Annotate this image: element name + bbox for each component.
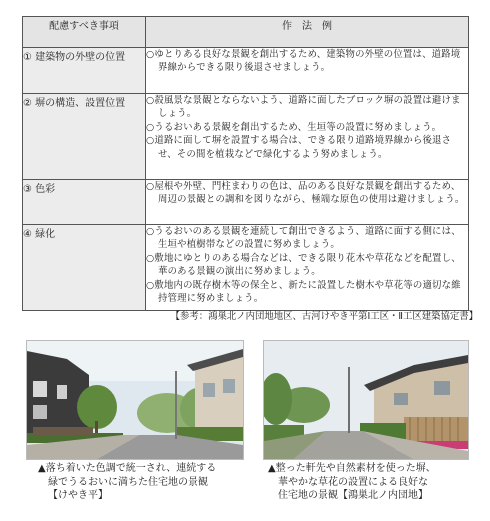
list-item: ○殺風景な景観とならないよう、道路に面したブロック塀の設置は避けましょう。 bbox=[146, 95, 461, 120]
table-row bbox=[23, 94, 469, 180]
table-row bbox=[23, 225, 469, 311]
column-header-example: 作 法 例 bbox=[146, 17, 469, 48]
list-item: ○うるおいある景観を創出するため、生垣等の設置に努めましょう。 bbox=[146, 121, 442, 133]
caption-line: 住宅地の景観【鴻巣北ノ内団地】 bbox=[278, 490, 428, 501]
row-label: ② 塀の構造、設置位置 bbox=[23, 94, 146, 180]
list-item: ○道路に面して塀を設置する場合は、できる限り道路境界線から後退させ、その間を植栽などで緑化するよう努めましょう。 bbox=[146, 135, 452, 160]
reference-note: 【参考：鴻巣北ノ内団地地区、古河けやき平第Ⅰ工区・Ⅱ工区建築協定書】 bbox=[170, 311, 478, 322]
street-scene-image bbox=[27, 341, 243, 459]
guideline-table bbox=[22, 16, 469, 311]
row-label: ③ 色彩 bbox=[23, 180, 146, 225]
row-items bbox=[146, 94, 469, 180]
photo-caption-konosu bbox=[268, 462, 472, 503]
row-items bbox=[146, 180, 469, 225]
column-header-item: 配慮すべき事項 bbox=[23, 17, 146, 48]
caption-line: ▲整った軒先や自然素材を使った塀、 bbox=[268, 463, 436, 474]
caption-line: 緑でうるおいに満ちた住宅地の景観 bbox=[48, 476, 208, 488]
caption-line: 【けやき平】 bbox=[48, 490, 108, 501]
list-item: ○ゆとりある良好な景観を創出するため、建築物の外壁の位置は、道路境界線からできる限り後退させましょう。 bbox=[146, 49, 461, 74]
list-item: ○敷地内の既存樹木等の保全と、新たに設置した樹木や草花等の適切な維持管理に努めましょう。 bbox=[146, 279, 461, 305]
row-items bbox=[146, 48, 469, 94]
table-row bbox=[23, 180, 469, 225]
row-label: ① 建築物の外壁の位置 bbox=[23, 48, 146, 94]
table-header-row bbox=[23, 17, 469, 48]
table-row bbox=[23, 48, 469, 94]
row-label: ④ 緑化 bbox=[23, 225, 146, 311]
photo-caption-keyakidaira bbox=[38, 462, 248, 503]
list-item: ○屋根や外壁、門柱まわりの色は、品のある良好な景観を創出するため、周辺の景観との調和を図りながら、極端な原色の使用は避けましょう。 bbox=[146, 181, 465, 206]
row-items bbox=[146, 225, 469, 311]
caption-line: 華やかな草花の設置による良好な bbox=[278, 476, 428, 488]
list-item: ○敷地にゆとりのある場合などは、できる限り花木や草花などを配置し、華のある景観の演出に努めましょう。 bbox=[146, 252, 461, 278]
list-item: ○うるおいのある景観を連続して創出できるよう、道路に面する側には、生垣や植樹帯などの設置に努めましょう。 bbox=[146, 226, 461, 251]
photo-konosu-kitanouchi bbox=[263, 340, 469, 460]
photo-keyakidaira bbox=[26, 340, 244, 460]
caption-line: ▲落ち着いた色調で統一され、連続する bbox=[38, 463, 217, 474]
street-scene-image bbox=[264, 341, 468, 459]
